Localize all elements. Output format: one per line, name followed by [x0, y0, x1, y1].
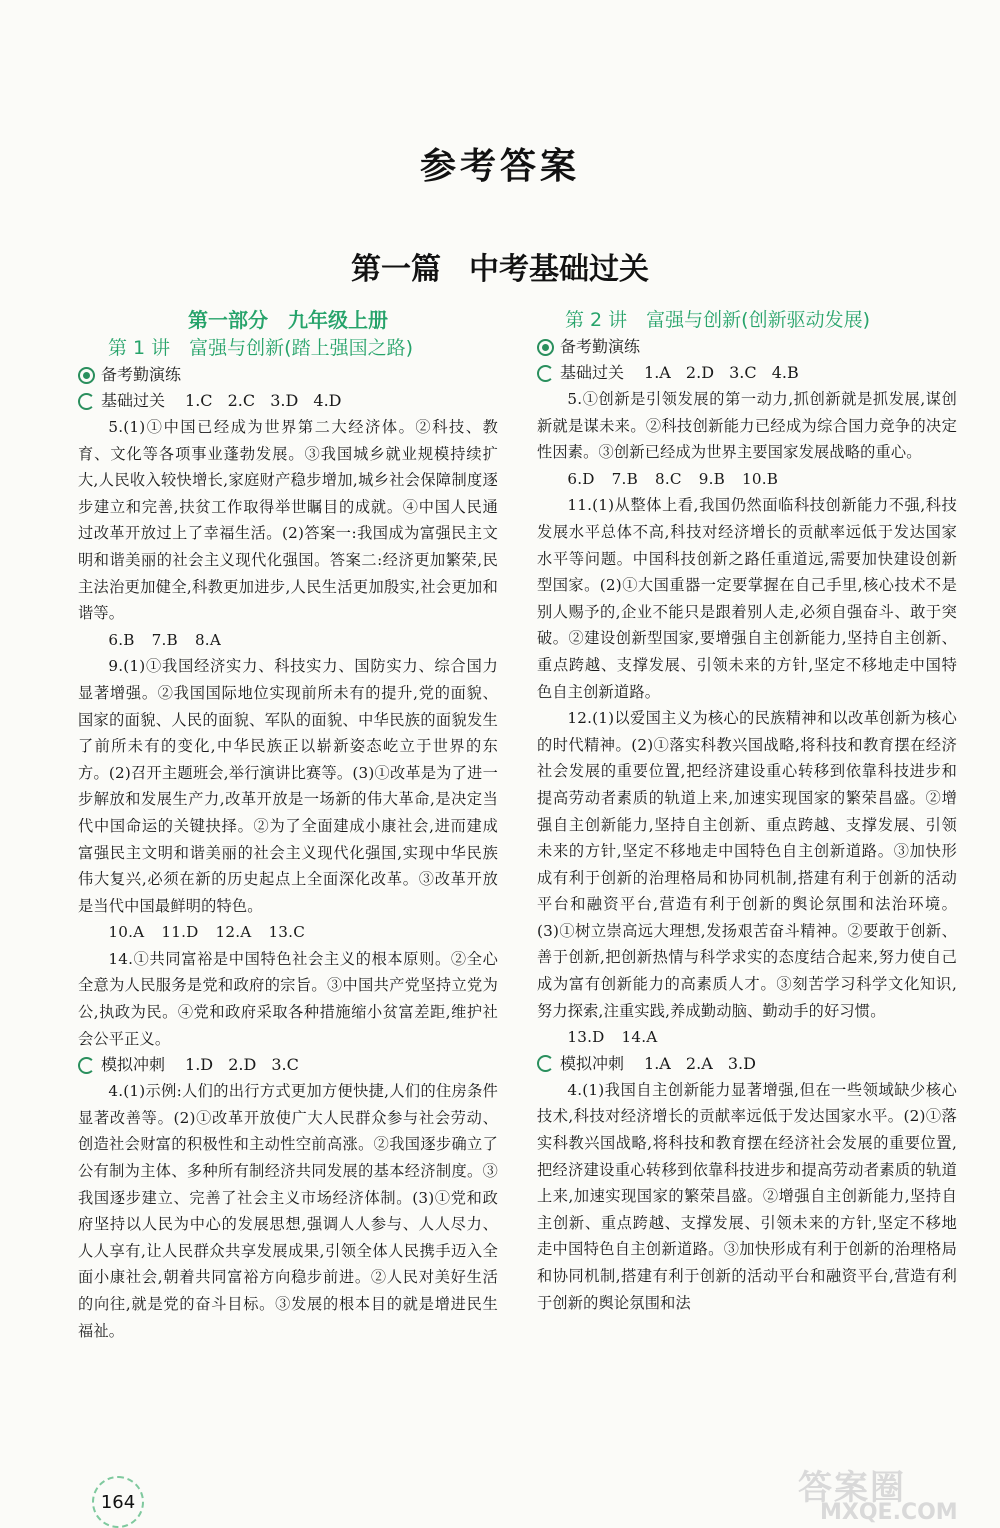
basic-answers: 1.C 2.C 3.D 4.D [185, 391, 342, 410]
answer-paragraph: 11.(1)从整体上看,我国仍然面临科技创新能力不强,科技发展水平总体不高,科技对经济增长的贡献率远低于发达国家水平等问题。中国科技创新之路任重道远,需要加快建设创新型国家。(2)①大国重器一定要掌握在自己手里,核心技术不是别人赐予的,企业不能只是跟着别人走,必须自强奋斗、敢于突破。②建设创新型国家,要增强自主创新能力,坚持自主创新、重点跨越、支撑发展、引领未来的方针,坚定不移地走中国特色自主创新道路。 [537, 496, 957, 701]
practice-heading [78, 362, 498, 388]
basic-heading [537, 360, 957, 386]
basic-answers: 1.A 2.D 3.C 4.B [644, 363, 799, 382]
answer-paragraph: 4.(1)示例:人们的出行方式更加方便快捷,人们的住房条件显著改善等。(2)①改革开放使广大人民群众参与社会劳动、创造社会财富的积极性和主动性空前高涨。②我国逐步确立了公有制为主体、多种所有制经济共同发展的基本经济制度。③我国逐步建立、完善了社会主义市场经济体制。(3)①党和政府坚持以人民为中心的发展思想,强调人人参与、人人尽力、人人享有,让人民群众共享发展成果,引领全体人民携手迈入全面小康社会,朝着共同富裕方向稳步前进。②人民对美好生活的向往,就是党的奋斗目标。③发展的根本目的就是增进民生福祉。 [78, 1082, 498, 1340]
answer-paragraph: 9.(1)①我国经济实力、科技实力、国防实力、综合国力显著增强。②我国国际地位实现前所未有的提升,党的面貌、国家的面貌、人民的面貌、军队的面貌、中华民族的面貌发生了前所未有的变化,中华民族正以崭新姿态屹立于世界的东方。(2)召开主题班会,举行演讲比赛等。(3)①改革是为了进一步解放和发展生产力,改革开放是一场新的伟大革命,是决定当代中国命运的关键抉择。②为了全面建成小康社会,进而建成富强民主文明和谐美丽的社会主义现代化强国,实现中华民族伟大复兴,必须在新的历史起点上全面深化改革。③改革开放是当代中国最鲜明的特色。 [78, 657, 498, 915]
practice-icon [78, 367, 95, 384]
basic-icon [78, 393, 95, 410]
practice-label: 备考勤演练 [560, 337, 641, 356]
left-column [78, 306, 498, 1344]
answer-line: 10.A 11.D 12.A 13.C [108, 923, 306, 942]
basic-icon [537, 365, 554, 382]
watermark-logo: 答案圈 [798, 1468, 906, 1508]
answer-line: 6.B 7.B 8.A [108, 630, 222, 649]
watermark-url: MXQE.COM [820, 1500, 958, 1525]
answer-paragraph: 5.①创新是引领发展的第一动力,抓创新就是抓发展,谋创新就是谋未来。②科技创新能力已经成为综合国力竞争的决定性因素。③创新已经成为世界主要国家发展战略的重心。 [537, 390, 957, 462]
lecture-heading: 第 1 讲 富强与创新(踏上强国之路) [108, 337, 413, 359]
mock-label: 模拟冲刺 [101, 1055, 166, 1075]
basic-heading [78, 388, 498, 414]
part-name: 第一篇 [351, 252, 441, 287]
mock-heading [537, 1051, 957, 1077]
answer-line: 13.D 14.A [567, 1028, 658, 1047]
mock-answers: 1.A 2.A 3.D [644, 1053, 756, 1073]
page-title: 参考答案 [419, 146, 580, 187]
right-column [537, 306, 957, 1316]
answer-paragraph: 4.(1)我国自主创新能力显著增强,但在一些领域缺少核心技术,科技对经济增长的贡献率远低于发达国家水平。(2)①落实科教兴国战略,将科技和教育摆在经济社会发展的重要位置,把经济建设重心转移到依靠科技进步和提高劳动者素质的轨道上来,加速实现国家的繁荣昌盛。②增强自主创新能力,坚持自主创新、重点跨越、支撑发展、引领未来的方针,坚定不移地走中国特色自主创新道路。③加快形成有利于创新的治理格局和协同机制,搭建有利于创新的活动平台和融资平台,营造有利于创新的舆论氛围和法 [537, 1080, 957, 1312]
basic-label: 基础过关 [101, 391, 166, 410]
mock-heading [78, 1052, 498, 1078]
practice-label: 备考勤演练 [101, 365, 182, 384]
mock-icon [78, 1057, 95, 1074]
page-number: 164 [92, 1476, 144, 1528]
section-heading: 第一部分 九年级上册 [188, 308, 388, 332]
answer-paragraph: 14.①共同富裕是中国特色社会主义的根本原则。②全心全意为人民服务是党和政府的宗旨。③中国共产党坚持立党为公,执政为民。④党和政府采取各种措施缩小贫富差距,维护社会公平正义。 [78, 949, 498, 1048]
mock-icon [537, 1055, 554, 1072]
mock-label: 模拟冲刺 [560, 1053, 625, 1073]
answer-paragraph: 12.(1)以爱国主义为核心的民族精神和以改革创新为核心的时代精神。(2)①落实科教兴国战略,将科技和教育摆在经济社会发展的重要位置,把经济建设重心转移到依靠科技进步和提高劳动者素质的轨道上来,加速实现国家的繁荣昌盛。②增强自主创新能力,坚持自主创新、重点跨越、支撑发展、引领未来的方针,坚定不移地走中国特色自主创新道路。③加快形成有利于创新的治理格局和协同机制,搭建有利于创新的活动平台和融资平台,营造有利于创新的舆论氛围和法治环境。(3)①树立崇高远大理想,发扬艰苦奋斗精神。②要敢于创新、善于创新,把创新热情与科学求实的态度结合起来,努力使自己成为富有创新能力的高素质人才。③刻苦学习科学文化知识,努力探索,注重实践,养成勤动脑、勤动手的好习惯。 [537, 709, 957, 1020]
practice-icon [537, 339, 554, 356]
answer-paragraph: 5.(1)①中国已经成为世界第二大经济体。②科技、教育、文化等各项事业蓬勃发展。③我国城乡就业规模持续扩大,人民收入较快增长,家庭财产稳步增加,城乡社会保障制度逐步建立和完善,扶贫工作取得举世瞩目的成就。④中国人民通过改革开放过上了幸福生活。(2)答案一:我国成为富强民主文明和谐美丽的社会主义现代化强国。答案二:经济更加繁荣,民主法治更加健全,科教更加进步,人民生活更加殷实,社会更加和谐等。 [78, 418, 498, 623]
basic-label: 基础过关 [560, 363, 625, 382]
lecture-heading: 第 2 讲 富强与创新(创新驱动发展) [565, 309, 870, 331]
answer-line: 6.D 7.B 8.C 9.B 10.B [567, 469, 779, 488]
practice-heading [537, 334, 957, 360]
mock-answers: 1.D 2.D 3.C [185, 1055, 299, 1075]
part-heading [0, 244, 1000, 288]
part-title: 中考基础过关 [469, 252, 649, 287]
